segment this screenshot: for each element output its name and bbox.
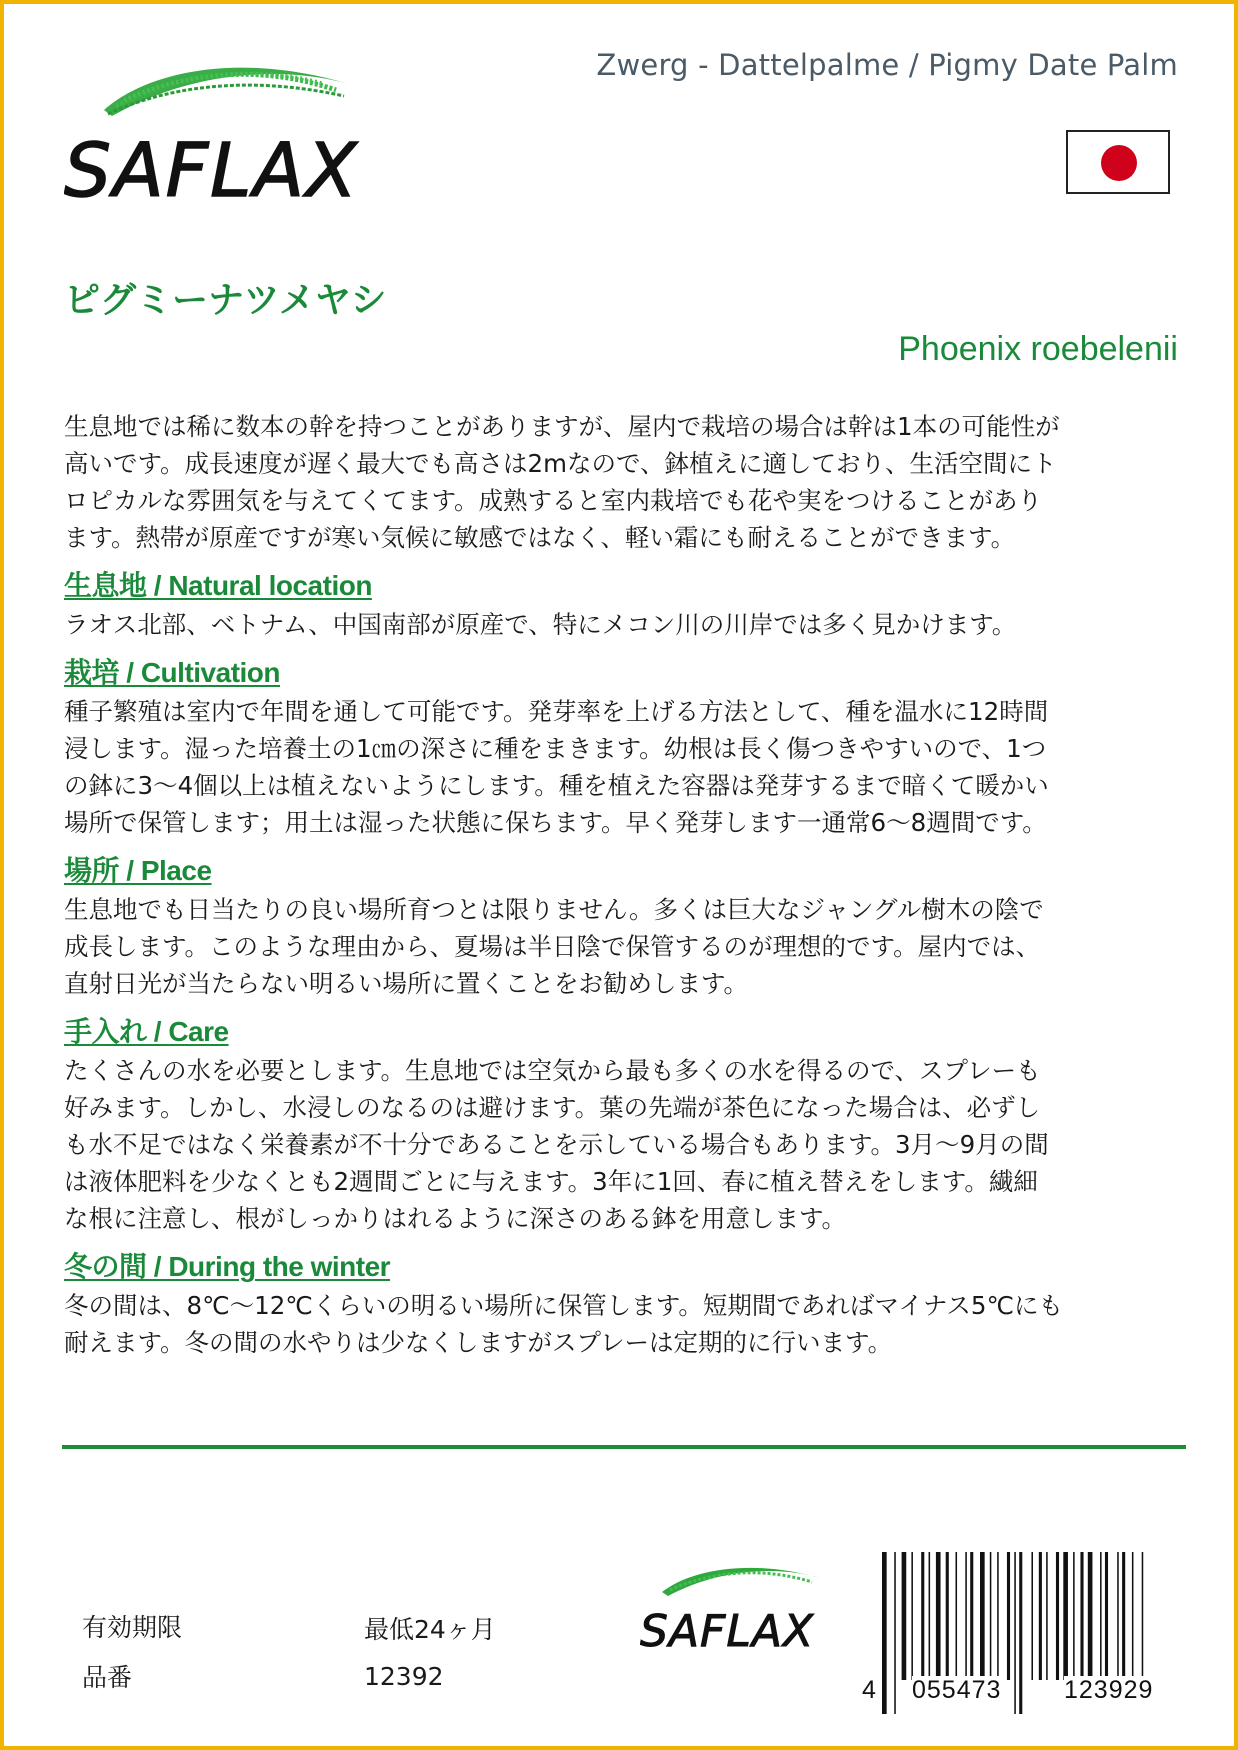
plant-latin-name: Phoenix roebelenii (898, 330, 1178, 368)
section-heading: 場所 / Place (64, 855, 212, 886)
logo-green-swoosh (104, 68, 349, 116)
intro-line: ます。熱帯が原産ですが寒い気候に敏感ではなく、軽い霜にも耐えることができます。 (64, 523, 1016, 552)
section-line: 浸します。湿った培養土の1㎝の深さに種をまきます。幼根は長く傷つきやすいので、1つ (64, 734, 1047, 763)
divider (62, 1445, 1186, 1449)
section-care (64, 1012, 1186, 1237)
section-line: 種子繁殖は室内で年間を通して可能です。発芽率を上げる方法として、種を温水に12時間 (64, 697, 1049, 726)
barcode-first-digit: 4 (862, 1676, 876, 1704)
barcode-bar (1073, 1552, 1075, 1680)
section-cultivation (64, 653, 1186, 841)
barcode-bar (1100, 1552, 1102, 1680)
barcode-bar (1105, 1552, 1108, 1680)
section-line: 場所で保管します；用土は湿った状態に保ちます。早く発芽します一通常6～8週間です。 (64, 808, 1047, 837)
section-line: 耐えます。冬の間の水やりは少なくしますがスプレーは定期的に行います。 (64, 1328, 893, 1357)
barcode-bar (1088, 1552, 1093, 1680)
section-line: な根に注意し、根がしっかりはれるように深さのある鉢を用意します。 (64, 1204, 847, 1233)
section-winter (64, 1247, 1186, 1361)
barcode-bar (1019, 1552, 1022, 1714)
barcode-bar (1014, 1552, 1016, 1714)
barcode-right-group: 123929 (1064, 1676, 1154, 1704)
barcode-bar (990, 1552, 992, 1680)
item-number-value: 12392 (364, 1662, 444, 1691)
intro-line: 生息地では稀に数本の幹を持つことがありますが、屋内で栽培の場合は幹は1本の可能性が (64, 412, 1060, 441)
content (64, 408, 1186, 1361)
logo-text: SAFLAX (64, 128, 359, 214)
section-text (64, 1287, 1186, 1361)
barcode-bar (965, 1552, 967, 1680)
barcode-bar (956, 1552, 958, 1680)
section-text (64, 606, 1186, 643)
section-line: は液体肥料を少なくとも2週間ごとに与えます。3年に1回、春に植え替えをします。繊細 (64, 1167, 1038, 1196)
footer-logo-text: SAFLAX (640, 1606, 815, 1657)
intro-line: 高いです。成長速度が遅く最大でも高さは2mなので、鉢植えに適しており、生活空間にト (64, 449, 1057, 478)
barcode-bar (1132, 1552, 1134, 1680)
barcode-bar (946, 1552, 949, 1680)
barcode-bar (929, 1552, 931, 1680)
section-text (64, 1052, 1186, 1237)
section-heading: 生息地 / Natural location (64, 570, 372, 601)
barcode-bar (980, 1552, 985, 1680)
barcode-bar (911, 1552, 913, 1680)
section-heading: 手入れ / Care (64, 1016, 229, 1047)
section-heading: 冬の間 / During the winter (64, 1251, 391, 1282)
section-place (64, 851, 1186, 1002)
barcode-bar (1122, 1552, 1125, 1680)
section-line: 好みます。しかし、水浸しのなるのは避けます。葉の先端が茶色になった場合は、必ずし (64, 1093, 1041, 1122)
section-line: たくさんの水を必要とします。生息地では空気から最も多くの水を得るので、スプレーも (64, 1056, 1041, 1085)
plant-japanese-name: ピグミーナツメヤシ (64, 280, 387, 321)
intro-paragraph (64, 408, 1186, 556)
section-line: 冬の間は、8℃～12℃くらいの明るい場所に保管します。短期間であればマイナス5℃にも (64, 1291, 1063, 1320)
saflax-footer-logo (640, 1552, 840, 1662)
footer-logo-green-swoosh (662, 1568, 820, 1596)
barcode-bar (970, 1552, 973, 1680)
barcode-bar (1117, 1552, 1119, 1680)
barcode-bar (1046, 1552, 1048, 1680)
barcode-bar (997, 1552, 999, 1680)
barcode-bar (1056, 1552, 1059, 1680)
barcode-bar (894, 1552, 896, 1714)
expiry-label: 有効期限 (82, 1613, 183, 1642)
barcode-bar (1080, 1552, 1083, 1680)
saflax-logo (64, 44, 404, 214)
barcode-bar (882, 1552, 887, 1714)
section-line: も水不足ではなく栄養素が不十分であることを示している場合もあります。3月～9月の間 (64, 1130, 1049, 1159)
section-natural-location (64, 566, 1186, 643)
intro-line: ロピカルな雰囲気を与えてくてます。成熟すると室内栽培でも花や実をつけることがあり (64, 486, 1043, 515)
section-line: 直射日光が当たらない明るい場所に置くことをお勧めします。 (64, 969, 749, 998)
japan-flag-icon (1066, 130, 1170, 194)
barcode-bar (936, 1552, 941, 1680)
barcode-bar (1039, 1552, 1042, 1680)
barcode-bar (902, 1552, 907, 1680)
section-line: ラオス北部、ベトナム、中国南部が原産で、特にメコン川の川岸では多く見かけます。 (64, 610, 1017, 639)
barcode-bar (1063, 1552, 1068, 1680)
section-line: 生息地でも日当たりの良い場所育つとは限りません。多くは巨大なジャングル樹木の陰で (64, 895, 1044, 924)
barcode-bar (921, 1552, 924, 1680)
section-heading: 栽培 / Cultivation (64, 657, 281, 688)
section-line: 成長します。このような理由から、夏場は半日陰で保管するのが理想的です。屋内では、 (64, 932, 1041, 961)
flag-red-circle (1101, 145, 1137, 181)
section-text (64, 891, 1186, 1002)
header-title: Zwerg - Dattelpalme / Pigmy Date Palm (596, 48, 1178, 82)
section-text (64, 693, 1186, 841)
section-line: の鉢に3～4個以上は植えないようにします。種を植えた容器は発芽するまで暗くて暖かい (64, 771, 1049, 800)
item-number-label: 品番 (82, 1663, 133, 1692)
expiry-value: 最低24ヶ月 (364, 1615, 496, 1644)
barcode-bar (1031, 1552, 1033, 1680)
barcode-bar (1142, 1552, 1144, 1680)
barcode-bar (1007, 1552, 1010, 1680)
barcode-left-group: 055473 (912, 1676, 1002, 1704)
